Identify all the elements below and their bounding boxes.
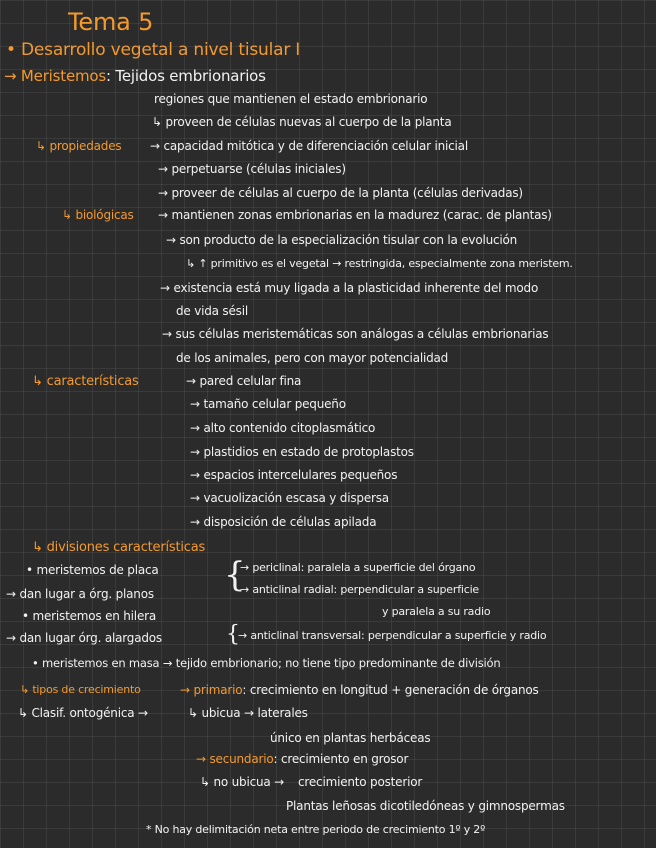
anticlinal-radial-division: → anticlinal radial: perpendicular a superficie: [240, 583, 480, 596]
woody-plants: Plantas leñosas dicotiledóneas y gimnospermas: [286, 799, 565, 813]
biological-item: → sus células meristemáticas son análogas a células embrionarias: [162, 327, 549, 341]
brace: {: [226, 622, 240, 647]
characteristic-item: → plastidios en estado de protoplastos: [190, 445, 414, 459]
properties-label: ↳ propiedades: [36, 139, 122, 153]
property-item: → proveer de células al cuerpo de la planta (células derivadas): [158, 186, 523, 200]
property-item: → perpetuarse (células iniciales): [158, 162, 346, 176]
characteristic-item: → disposición de células apilada: [190, 515, 377, 529]
posterior-growth: crecimiento posterior: [298, 775, 423, 789]
intro-line: ↳ proveen de células nuevas al cuerpo de la planta: [152, 115, 452, 129]
secondary-text: : crecimiento en grosor: [273, 752, 409, 766]
characteristic-item: → alto contenido citoplasmático: [190, 421, 376, 435]
characteristic-item: → tamaño celular pequeño: [190, 397, 346, 411]
periclinal-division: → periclinal: paralela a superficie del órgano: [240, 561, 476, 574]
anticlinal-radial-division-cont: y paralela a su radio: [382, 605, 491, 618]
primary-growth-row: [180, 683, 539, 697]
anticlinal-transversal-division: → anticlinal transversal: perpendicular a superficie y radio: [238, 629, 547, 642]
mass-meristem: • meristemos en masa → tejido embrionario; no tiene tipo predominante de división: [32, 656, 501, 670]
secondary-label: → secundario: [196, 752, 274, 766]
row-meristem-note: → dan lugar órg. alargados: [6, 631, 162, 645]
definition: : Tejidos embrionarios: [105, 67, 266, 85]
primary-label: → primario: [180, 683, 243, 697]
biological-item: → existencia está muy ligada a la plasticidad inherente del modo: [160, 281, 539, 295]
plate-meristem-note: → dan lugar a órg. planos: [6, 587, 154, 601]
plate-meristem: • meristemos de placa: [26, 563, 159, 577]
characteristic-item: → pared celular fina: [186, 374, 302, 388]
no-ubicua: ↳ no ubicua →: [200, 775, 285, 789]
subtitle: • Desarrollo vegetal a nivel tisular I: [6, 40, 301, 60]
meristemos-row: [4, 67, 266, 85]
biological-item: → son producto de la especialización tisular con la evolución: [166, 233, 518, 247]
ubicua-lateral: ↳ ubicua → laterales: [188, 706, 308, 720]
intro-line: regiones que mantienen el estado embrionario: [154, 92, 428, 106]
primary-text: : crecimiento en longitud + generación de órganos: [242, 683, 539, 697]
characteristics-label: ↳ características: [32, 374, 139, 389]
brace: {: [224, 555, 246, 595]
divisions-label: ↳ divisiones características: [32, 540, 206, 555]
ontogenic-classification: ↳ Clasif. ontogénica →: [18, 706, 148, 720]
herbaceous-note: único en plantas herbáceas: [270, 731, 431, 745]
characteristic-item: → espacios intercelulares pequeños: [190, 468, 398, 482]
biological-item: de vida sésil: [176, 304, 248, 318]
biological-label: ↳ biológicas: [62, 208, 134, 222]
footnote: * No hay delimitación neta entre periodo de crecimiento 1º y 2º: [146, 823, 486, 836]
section-heading: → Meristemos: [4, 67, 106, 85]
biological-item: ↳ ↑ primitivo es el vegetal → restringida, especialmente zona meristem.: [186, 257, 573, 270]
page-title: Tema 5: [68, 8, 154, 36]
biological-item: → mantienen zonas embrionarias en la madurez (carac. de plantas): [158, 208, 552, 222]
row-meristem: • meristemos en hilera: [22, 609, 157, 623]
biological-item: de los animales, pero con mayor potencialidad: [176, 351, 449, 365]
property-item: → capacidad mitótica y de diferenciación celular inicial: [150, 139, 468, 153]
secondary-growth-row: [196, 752, 408, 766]
characteristic-item: → vacuolización escasa y dispersa: [190, 491, 389, 505]
growth-label: ↳ tipos de crecimiento: [20, 683, 141, 696]
